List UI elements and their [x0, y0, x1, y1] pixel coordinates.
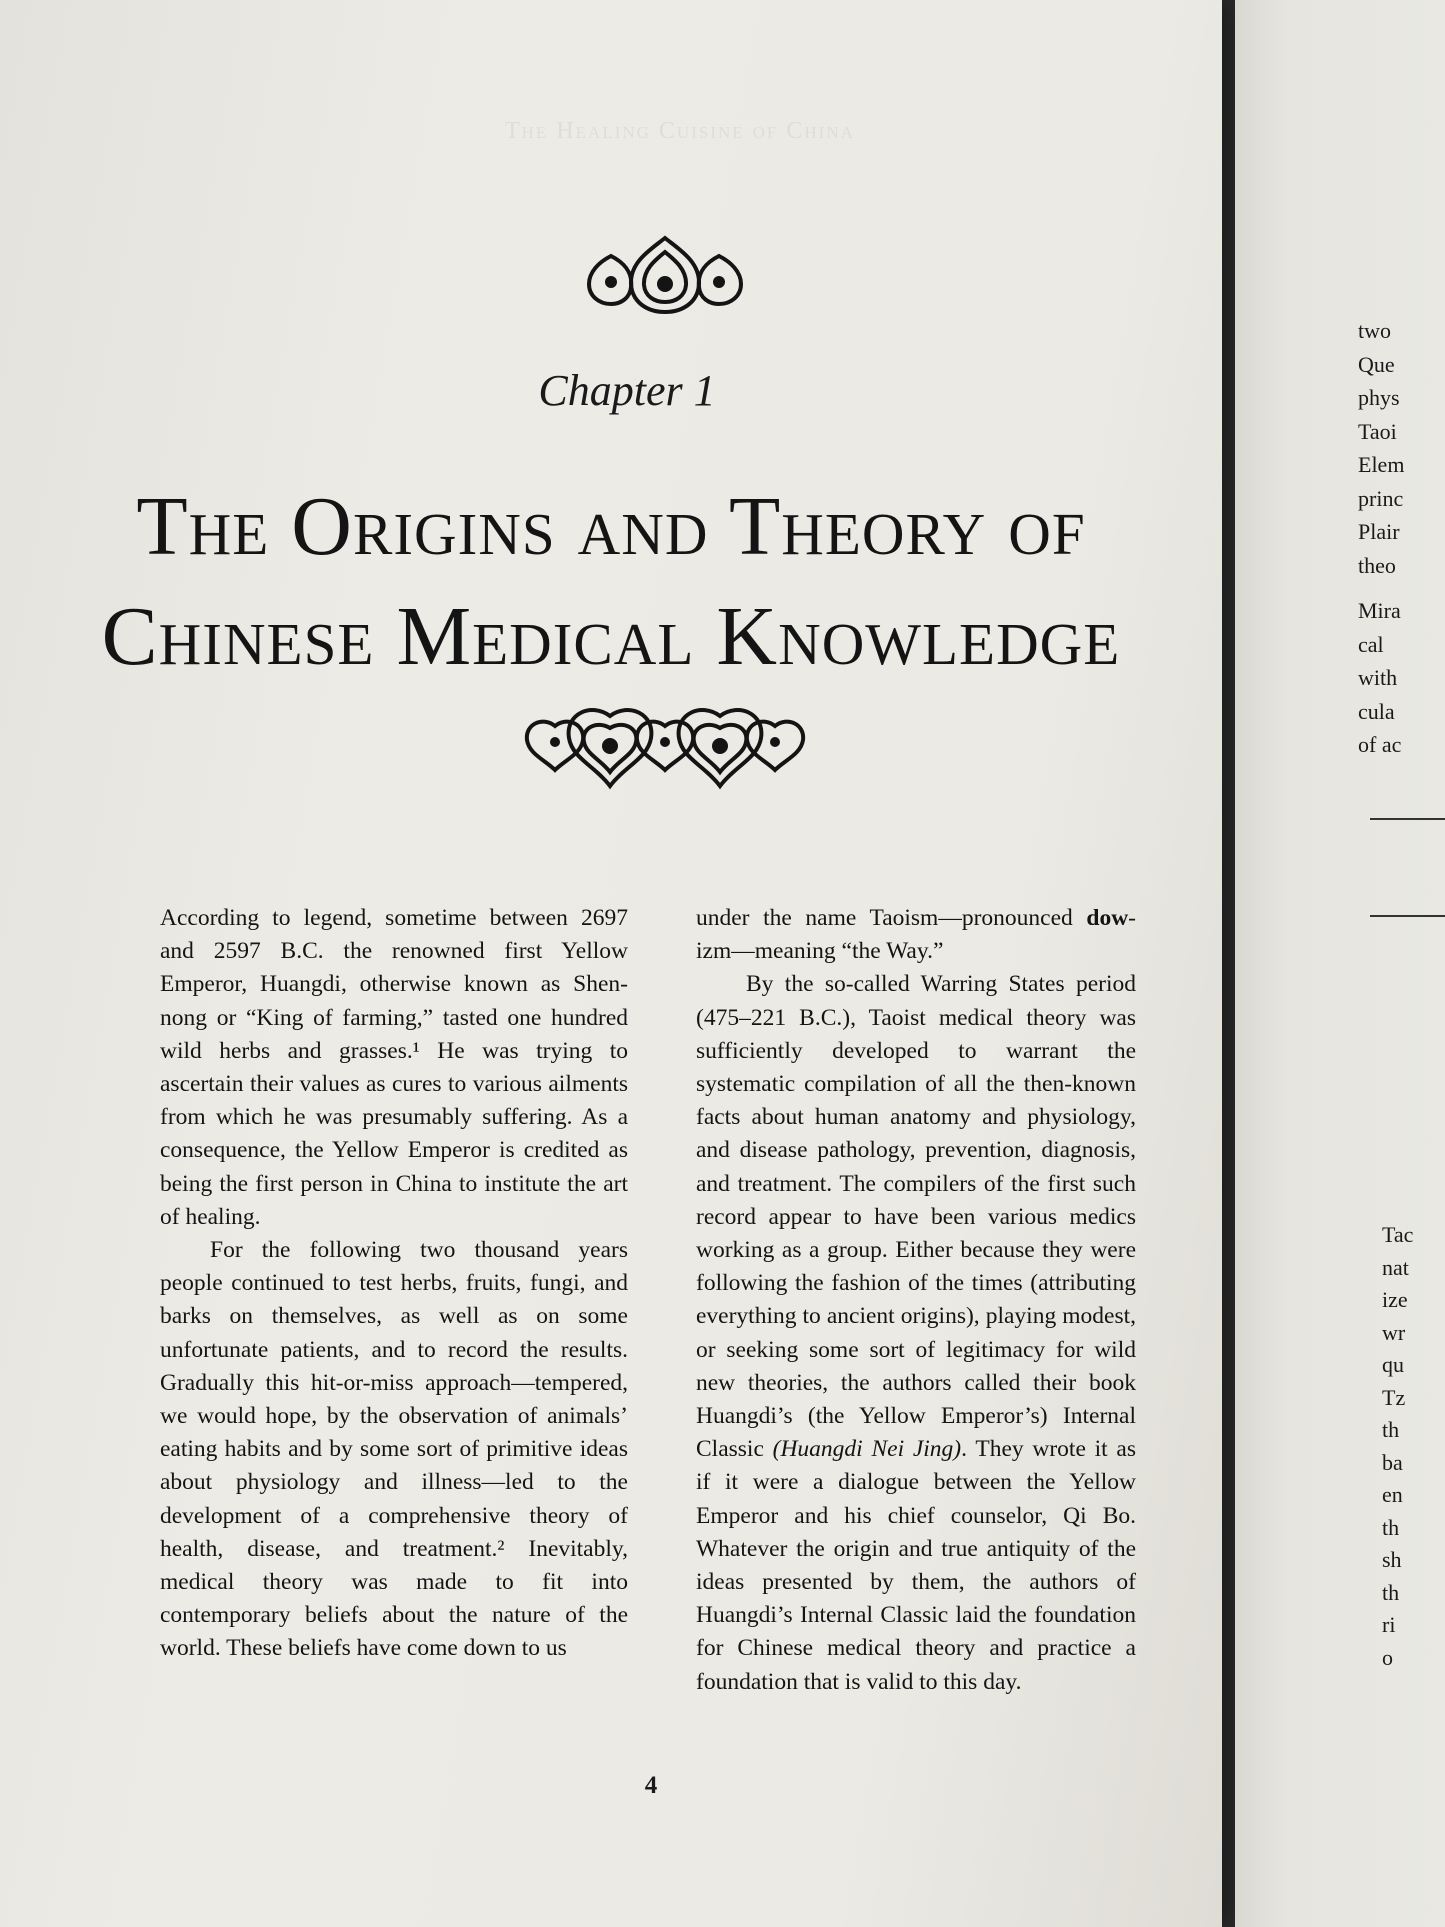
facing-page-text-fragment: qu: [1382, 1352, 1404, 1377]
facing-page-text-fragment: Elem: [1358, 452, 1405, 477]
facing-page-text-fragment: princ: [1358, 485, 1404, 511]
facing-page-text-fragment: o: [1382, 1644, 1393, 1670]
heart-ornament-icon: [515, 702, 815, 792]
text-run: -izm—meaning “the Way.”: [696, 905, 1136, 965]
running-header: The Healing Cuisine of China: [505, 118, 855, 144]
facing-page-text-fragment: phys: [1358, 385, 1400, 410]
paragraph: According to legend, sometime between 2697 and 2597 B.C. the renowned first Yellow Emperor, Huangdi, otherwise known as Shen-nong or “King of farming,” tasted one hundred wild herbs and grasses.¹ He was trying to ascertain their values as cures to various ailments from which he was presumably suffering. As a consequence, the Yellow Emperor is credited as being the first person in China to institute the art of healing.: [160, 905, 628, 1230]
chapter-label: Chapter 1: [538, 366, 716, 415]
facing-page-text-fragment: Tz: [1382, 1384, 1406, 1410]
facing-page-text-fragment: Que: [1358, 351, 1395, 377]
facing-page-text-fragment: sh: [1382, 1547, 1402, 1572]
text-column-right: [696, 902, 1136, 1699]
text-run: . They wrote it as if it were a dialogue between the Yellow Emperor and his chief counselor, Qi Bo. Whatever the origin and true antiquity of the ideas presented by them, the authors of Huangdi’s Internal Classic laid the foundation for Chinese medical theory and practice a foundation that is valid to this day.: [696, 1436, 1136, 1695]
divider-rule: [1370, 818, 1445, 820]
facing-page-text-fragment: ri: [1382, 1612, 1396, 1637]
chapter-title-line-1: The Origins and Theory of: [136, 480, 1086, 573]
book-title-italic: (Huangdi Nei Jing): [772, 1436, 962, 1463]
paragraph: For the following two thousand years people continued to test herbs, fruits, fungi, and barks on themselves, as well as on some unfortunate patients, and to record the results. Gradually this hit-or-miss approach—tempered, we would hope, by the observation of animals’ eating habits and by some sort of primitive ideas about physiology and illness—led to the development of a comprehensive theory of health, disease, and treatment.² Inevitably, medical theory was made to fit into contemporary beliefs about the nature of the world. These beliefs have come down to us: [160, 1237, 628, 1662]
text-run: By the so-called Warring States period (475–221 B.C.), Taoist medical theory was sufficiently developed to warrant the systematic compilation of all the then-known facts about human anatomy and physiology, and disease pathology, prevention, diagnosis, and treatment. The compilers of the first such record appear to have been various medics working as a group. Either because they were following the fashion of the times (attributing everything to ancient origins), playing modest, or seeking some sort of legitimacy for wild new theories, the authors called their book Huangdi’s (the Yellow Emperor’s) Internal Classic: [696, 971, 1136, 1463]
facing-page-text-fragment: Tac: [1382, 1222, 1414, 1247]
chapter-title: [0, 472, 1222, 692]
facing-page-text-fragment: ize: [1382, 1287, 1408, 1312]
facing-page-text-fragment: cula: [1358, 698, 1395, 724]
pronunciation-emphasis: dow: [1086, 905, 1129, 931]
facing-page-text-fragment: th: [1382, 1514, 1400, 1540]
divider-rule: [1370, 915, 1445, 917]
facing-page-text-fragment: Taoi: [1358, 418, 1397, 444]
page-number: 4: [644, 1772, 658, 1799]
facing-page-text-fragment: th: [1382, 1417, 1400, 1442]
facing-page-text-fragment: ba: [1382, 1449, 1403, 1475]
facing-page: [1235, 0, 1445, 1927]
facing-page-text-fragment: en: [1382, 1482, 1403, 1507]
trefoil-ornament-icon: [575, 232, 755, 318]
chapter-title-line-2: Chinese Medical Knowledge: [101, 590, 1121, 683]
paragraph: [696, 902, 1136, 968]
facing-page-text-fragment: Plair: [1358, 519, 1400, 544]
text-run: under the name Taoism—pronounced: [696, 905, 1087, 931]
facing-page-text-fragment: with: [1358, 665, 1398, 690]
facing-page-text-fragment: nat: [1382, 1254, 1409, 1280]
facing-page-text-fragment: two: [1358, 318, 1391, 343]
facing-page-text-fragment: cal: [1358, 631, 1384, 657]
facing-page-text-fragment: Mira: [1358, 598, 1401, 623]
facing-page-text-fragment: th: [1382, 1579, 1400, 1605]
paragraph: [696, 968, 1136, 1698]
facing-page-text-fragment: theo: [1358, 552, 1396, 578]
text-column-left: [160, 902, 628, 1666]
facing-page-text-fragment: of ac: [1358, 732, 1402, 757]
facing-page-text-fragment: wr: [1382, 1319, 1406, 1345]
